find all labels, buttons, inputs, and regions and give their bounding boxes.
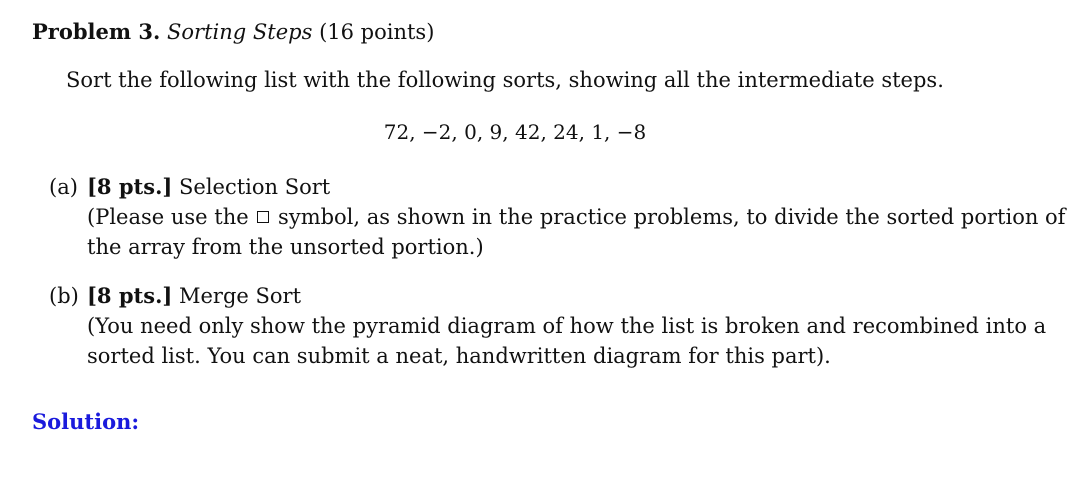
problem-header bbox=[32, 18, 434, 46]
part-a-name: Selection Sort bbox=[179, 175, 331, 199]
part-b-heading bbox=[49, 281, 1029, 311]
part-a-heading bbox=[49, 172, 1029, 202]
part-b-note-line2: sorted list. You can submit a neat, handwritten diagram for this part). bbox=[87, 344, 831, 368]
part-a-note-after-symbol: symbol, as shown in the practice problems, to divide the sorted portion of bbox=[278, 205, 1066, 229]
list-expression: 72, −2, 0, 9, 42, 24, 1, −8 bbox=[383, 120, 647, 144]
part-b-note-line1: (You need only show the pyramid diagram of how the list is broken and recombined into a bbox=[87, 314, 1047, 338]
part-a bbox=[49, 172, 1066, 262]
part-a-note-line2: the array from the unsorted portion.) bbox=[87, 235, 484, 259]
box-symbol-icon bbox=[257, 211, 269, 223]
part-a-points: [8 pts.] bbox=[87, 174, 173, 199]
problem-title: Sorting Steps bbox=[167, 20, 313, 44]
part-b-name: Merge Sort bbox=[179, 284, 302, 308]
part-b-label: (b) bbox=[49, 284, 79, 308]
problem-number: Problem 3. bbox=[32, 19, 161, 44]
part-b-points: [8 pts.] bbox=[87, 283, 173, 308]
solution-label: Solution: bbox=[32, 409, 140, 434]
part-a-note-before-symbol: (Please use the bbox=[87, 205, 249, 229]
part-a-label: (a) bbox=[49, 175, 78, 199]
part-a-note-line1 bbox=[87, 202, 1066, 232]
part-b bbox=[49, 281, 1047, 371]
problem-points: (16 points) bbox=[319, 20, 435, 44]
problem-intro: Sort the following list with the following sorts, showing all the intermediate steps. bbox=[66, 68, 944, 92]
